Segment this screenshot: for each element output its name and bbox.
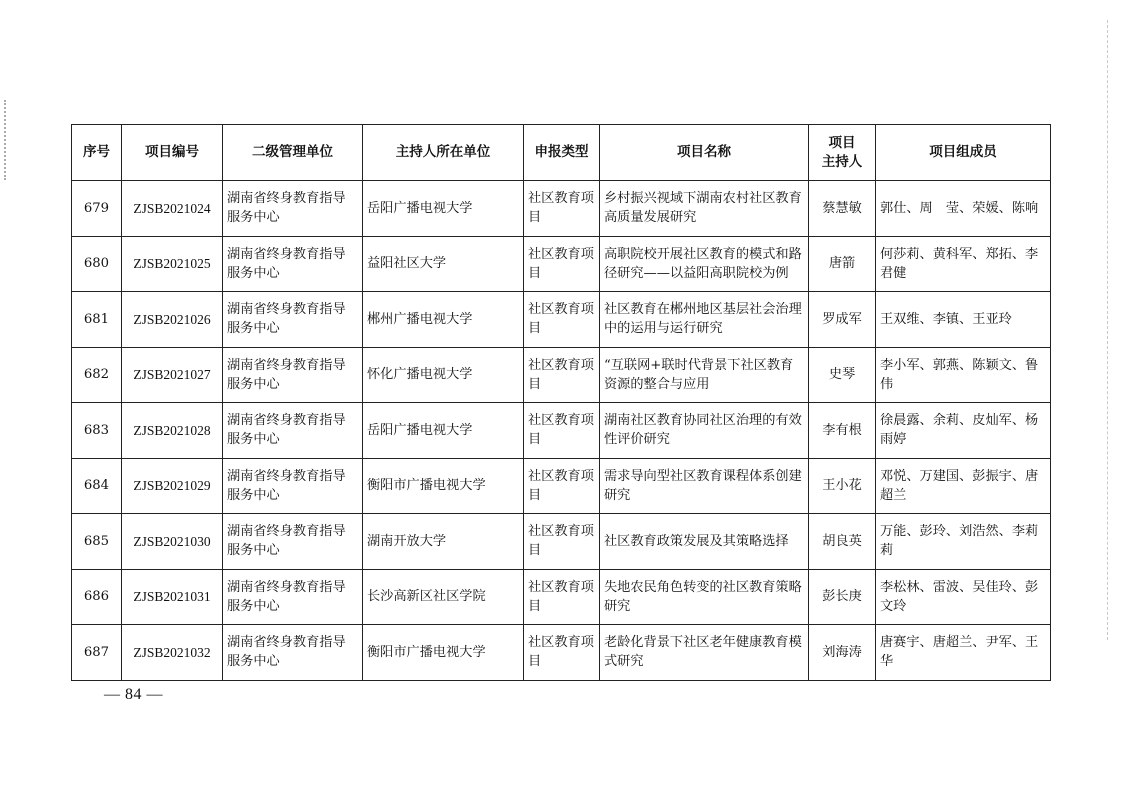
page-number: — 84 — xyxy=(104,686,163,703)
cell-leader: 史琴 xyxy=(809,347,876,403)
cell-category: 社区教育项目 xyxy=(524,625,600,681)
cell-category: 社区教育项目 xyxy=(524,514,600,570)
cell-code: ZJSB2021027 xyxy=(122,347,223,403)
cell-members: 唐赛宇、唐超兰、尹军、王华 xyxy=(876,625,1051,681)
cell-leader: 胡良英 xyxy=(809,514,876,570)
cell-project-name: 需求导向型社区教育课程体系创建研究 xyxy=(600,458,809,514)
header-leader-line1: 项目 xyxy=(828,134,856,151)
cell-admin-unit: 湖南省终身教育指导服务中心 xyxy=(223,569,363,625)
cell-project-name: 高职院校开展社区教育的模式和路径研究——以益阳高职院校为例 xyxy=(600,236,809,292)
table-row xyxy=(72,625,1051,681)
cell-host-unit: 郴州广播电视大学 xyxy=(363,292,524,348)
cell-category: 社区教育项目 xyxy=(524,347,600,403)
cell-category: 社区教育项目 xyxy=(524,181,600,237)
cell-category: 社区教育项目 xyxy=(524,403,600,459)
cell-admin-unit: 湖南省终身教育指导服务中心 xyxy=(223,347,363,403)
cell-host-unit: 怀化广播电视大学 xyxy=(363,347,524,403)
cell-index: 683 xyxy=(72,403,122,459)
cell-host-unit: 岳阳广播电视大学 xyxy=(363,181,524,237)
cell-project-name: 社区教育政策发展及其策略选择 xyxy=(600,514,809,570)
cell-admin-unit: 湖南省终身教育指导服务中心 xyxy=(223,236,363,292)
cell-code: ZJSB2021032 xyxy=(122,625,223,681)
cell-members: 万能、彭玲、刘浩然、李莉莉 xyxy=(876,514,1051,570)
cell-index: 681 xyxy=(72,292,122,348)
cell-code: ZJSB2021031 xyxy=(122,569,223,625)
header-admin-unit: 二级管理单位 xyxy=(223,125,363,181)
cell-members: 徐晨露、余莉、皮灿军、杨雨婷 xyxy=(876,403,1051,459)
header-category: 申报类型 xyxy=(524,125,600,181)
header-members: 项目组成员 xyxy=(876,125,1051,181)
cell-project-name: 老龄化背景下社区老年健康教育模式研究 xyxy=(600,625,809,681)
cell-members: 李松林、雷波、吴佳玲、彭文玲 xyxy=(876,569,1051,625)
cell-leader: 唐箭 xyxy=(809,236,876,292)
cell-index: 684 xyxy=(72,458,122,514)
cell-host-unit: 岳阳广播电视大学 xyxy=(363,403,524,459)
table-row xyxy=(72,403,1051,459)
header-leader xyxy=(809,125,876,181)
cell-category: 社区教育项目 xyxy=(524,236,600,292)
cell-leader: 罗成军 xyxy=(809,292,876,348)
cell-leader: 王小花 xyxy=(809,458,876,514)
cell-leader: 彭长庚 xyxy=(809,569,876,625)
cell-admin-unit: 湖南省终身教育指导服务中心 xyxy=(223,458,363,514)
header-index: 序号 xyxy=(72,125,122,181)
cell-index: 687 xyxy=(72,625,122,681)
table-row xyxy=(72,458,1051,514)
cell-index: 679 xyxy=(72,181,122,237)
cell-admin-unit: 湖南省终身教育指导服务中心 xyxy=(223,625,363,681)
project-list-table xyxy=(71,124,1051,681)
cell-admin-unit: 湖南省终身教育指导服务中心 xyxy=(223,292,363,348)
cell-project-name: “互联网+联时代背景下社区教育资源的整合与应用 xyxy=(600,347,809,403)
cell-host-unit: 衡阳市广播电视大学 xyxy=(363,458,524,514)
cell-index: 680 xyxy=(72,236,122,292)
table-row xyxy=(72,569,1051,625)
cell-members: 郭仕、周 莹、荣媛、陈响 xyxy=(876,181,1051,237)
header-code: 项目编号 xyxy=(122,125,223,181)
header-project-name: 项目名称 xyxy=(600,125,809,181)
cell-admin-unit: 湖南省终身教育指导服务中心 xyxy=(223,181,363,237)
cell-host-unit: 益阳社区大学 xyxy=(363,236,524,292)
cell-index: 685 xyxy=(72,514,122,570)
header-host-unit: 主持人所在单位 xyxy=(363,125,524,181)
table-row xyxy=(72,181,1051,237)
table-row xyxy=(72,236,1051,292)
cell-code: ZJSB2021030 xyxy=(122,514,223,570)
cell-project-name: 乡村振兴视域下湖南农村社区教育高质量发展研究 xyxy=(600,181,809,237)
cell-host-unit: 长沙高新区社区学院 xyxy=(363,569,524,625)
cell-category: 社区教育项目 xyxy=(524,458,600,514)
cell-leader: 蔡慧敏 xyxy=(809,181,876,237)
cell-members: 王双维、李镇、王亚玲 xyxy=(876,292,1051,348)
cell-project-name: 失地农民角色转变的社区教育策略研究 xyxy=(600,569,809,625)
cell-members: 何莎莉、黄科军、郑拓、李君健 xyxy=(876,236,1051,292)
cell-host-unit: 衡阳市广播电视大学 xyxy=(363,625,524,681)
cell-members: 李小军、郭燕、陈颖文、鲁伟 xyxy=(876,347,1051,403)
cell-code: ZJSB2021029 xyxy=(122,458,223,514)
header-leader-line2: 主持人 xyxy=(821,153,863,170)
cell-category: 社区教育项目 xyxy=(524,569,600,625)
cell-code: ZJSB2021025 xyxy=(122,236,223,292)
table-header-row xyxy=(72,125,1051,181)
scan-margin-marks-left xyxy=(0,100,6,180)
table-row xyxy=(72,347,1051,403)
cell-admin-unit: 湖南省终身教育指导服务中心 xyxy=(223,514,363,570)
cell-leader: 李有根 xyxy=(809,403,876,459)
cell-host-unit: 湖南开放大学 xyxy=(363,514,524,570)
scan-margin-marks-right xyxy=(1107,20,1116,640)
cell-index: 682 xyxy=(72,347,122,403)
table-row xyxy=(72,514,1051,570)
table-row xyxy=(72,292,1051,348)
cell-project-name: 社区教育在郴州地区基层社会治理中的运用与运行研究 xyxy=(600,292,809,348)
cell-category: 社区教育项目 xyxy=(524,292,600,348)
cell-leader: 刘海涛 xyxy=(809,625,876,681)
cell-project-name: 湖南社区教育协同社区治理的有效性评价研究 xyxy=(600,403,809,459)
cell-index: 686 xyxy=(72,569,122,625)
cell-code: ZJSB2021026 xyxy=(122,292,223,348)
cell-members: 邓悦、万建国、彭振宇、唐超兰 xyxy=(876,458,1051,514)
cell-code: ZJSB2021024 xyxy=(122,181,223,237)
cell-code: ZJSB2021028 xyxy=(122,403,223,459)
cell-admin-unit: 湖南省终身教育指导服务中心 xyxy=(223,403,363,459)
